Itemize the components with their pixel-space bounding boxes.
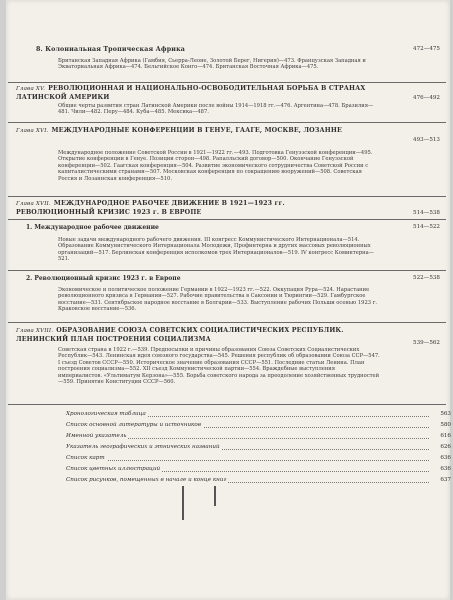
appendix-page: 563: [440, 411, 451, 417]
section-8-pages: 472—475: [413, 46, 440, 52]
decorative-bar: [214, 486, 216, 506]
divider: [8, 270, 446, 271]
chapter-17-section-2-heading: 2. Революционный кризис 1923 г. в Европе: [26, 275, 181, 282]
divider: [8, 322, 446, 323]
appendix-item: [66, 477, 451, 485]
divider: [8, 196, 446, 197]
chapter-17-pages: 514—538: [413, 210, 440, 216]
chapter-17-section-2-body: Экономическое и политическое положение Германии в 1922—1923 гг.—522. Оккупация Рура—524. Нарастание революционного кризиса в Германии—527. Рабочие правительства в Саксонии и Тюрингии—529. Гамбургское восстание—531. Сентябрьское народное восстание в Болгарии—533. Выступление рабочих Польши осенью 1923 г. Краковское восстание—536.: [58, 287, 378, 313]
chapter-18-pages: 539—562: [413, 340, 440, 346]
appendix-title: Именной указатель: [66, 433, 127, 439]
divider: [8, 219, 446, 220]
section-8-heading: 8. Колониальная Тропическая Африка: [36, 46, 186, 53]
chapter-15-title: РЕВОЛЮЦИОННАЯ И НАЦИОНАЛЬНО-ОСВОБОДИТЕЛЬНАЯ БОРЬБА В СТРАНАХ ЛАТИНСКОЙ АМЕРИКИ: [16, 85, 366, 101]
chapter-15-body: Общие черты развития стран Латинской Америки после войны 1914—1918 гг.—476. Аргентина—478. Бразилия—481. Чили—482. Перу—484. Куба—485. Мексика—487.: [58, 103, 374, 116]
chapter-18-body: Советская страна в 1922 г.—539. Предпосылки и причины образования Союза Советских Социалистических Республик—543. Ленинская идея союзного государства—545. Решения республик об образовании Союза ССР—547. I съезд Советов СССР—550. Историческое значение образования СССР—551. Последние статьи Ленина. План построения социализма—552. XII съезд Коммунистической партии—554. Враждебные выступления империалистов. «Ультиматум Керзона»—555. Борьба советского народа за преодоление хозяйственных трудностей—559. Принятие Конституции СССР—560.: [58, 347, 380, 386]
appendix-item: [66, 466, 451, 474]
toc-page: [6, 0, 450, 600]
chapter-18-heading: [16, 327, 351, 343]
appendix-page: 580: [440, 422, 451, 428]
chapter-15-heading: [16, 85, 376, 101]
appendix-page: 637: [440, 477, 451, 483]
chapter-16-heading: [16, 127, 346, 136]
divider: [8, 404, 446, 405]
divider: [8, 82, 446, 83]
chapter-16-body: Международное положение Советской России в 1921—1922 гг.—493. Подготовка Генуэзской конференции—495. Открытие конференции в Генуе. Позиции сторон—498. Рапалльский договор—500. Окончание Генуэзской конференции—502. Гаагская конференция—504. Развитие экономического сотрудничества Советской России с капиталистическими странами—507. Московская конференция по сокращению вооружений—508. Советская Россия и Лозаннская конференция—510.: [58, 150, 373, 182]
chapter-17-section-1-pages: 514—522: [413, 224, 440, 230]
appendix-title: Список цветных иллюстраций: [66, 466, 161, 472]
appendix-page: 636: [440, 466, 451, 472]
appendix-title: Список основной литературы и источников: [66, 422, 202, 428]
section-8-body: Британская Западная Африка (Гамбия, Сьерра-Леоне, Золотой Берег, Нигерия)—473. Французская Западная и Экваториальная Африка—474. Бельгийское Конго—474. Британская Восточная Африка—475.: [58, 58, 366, 71]
chapter-15-label: Глава XV.: [16, 86, 46, 92]
appendix-page: 616: [440, 433, 451, 439]
chapter-18-label: Глава XVIII.: [16, 328, 54, 334]
chapter-16-pages: 493—513: [413, 137, 440, 143]
chapter-17-heading: [16, 200, 361, 216]
chapter-18-title: ОБРАЗОВАНИЕ СОЮЗА СОВЕТСКИХ СОЦИАЛИСТИЧЕСКИХ РЕСПУБЛИК. ЛЕНИНСКИЙ ПЛАН ПОСТРОЕНИЯ СОЦИАЛИЗМА: [16, 327, 344, 343]
appendix-title: Список рисунков, помещенных в начале и конце книг: [66, 477, 227, 483]
chapter-15-pages: 476—492: [413, 95, 440, 101]
chapter-16-title: МЕЖДУНАРОДНЫЕ КОНФЕРЕНЦИИ В ГЕНУЕ, ГААГЕ, МОСКВЕ, ЛОЗАННЕ: [51, 127, 342, 134]
appendix-title: Хронологическая таблица: [66, 411, 146, 417]
chapter-17-section-2-pages: 522—538: [413, 275, 440, 281]
leader-dots: [66, 460, 429, 461]
chapter-17-section-1-heading: 1. Международное рабочее движение: [26, 224, 159, 231]
appendix-item: [66, 444, 451, 452]
appendix-item: [66, 455, 451, 463]
appendix-item: [66, 422, 451, 430]
chapter-17-label: Глава XVII.: [16, 201, 51, 207]
appendix-page: 636: [440, 455, 451, 461]
appendix-title: Список карт: [66, 455, 105, 461]
appendix-item: [66, 411, 451, 419]
appendix-page: 626: [440, 444, 451, 450]
decorative-bar: [182, 486, 184, 520]
appendix-title: Указатель географических и этнических названий: [66, 444, 220, 450]
chapter-17-section-1-body: Новые задачи международного рабочего движения. III конгресс Коммунистического Интернационала—514. Образование Коммунистического Интернационала Молодежи, Профинтерна и других массовых революционных организаций—517. Берлинская конференция исполкомов трех Интернационалов—519. IV конгресс Коминтерна—521.: [58, 237, 374, 263]
appendix-item: [66, 433, 451, 441]
divider: [8, 122, 446, 123]
chapter-17-title: МЕЖДУНАРОДНОЕ РАБОЧЕЕ ДВИЖЕНИЕ В 1921—1923 гг. РЕВОЛЮЦИОННЫЙ КРИЗИС 1923 г. В ЕВРОПЕ: [16, 200, 285, 216]
chapter-16-label: Глава XVI.: [16, 128, 49, 134]
